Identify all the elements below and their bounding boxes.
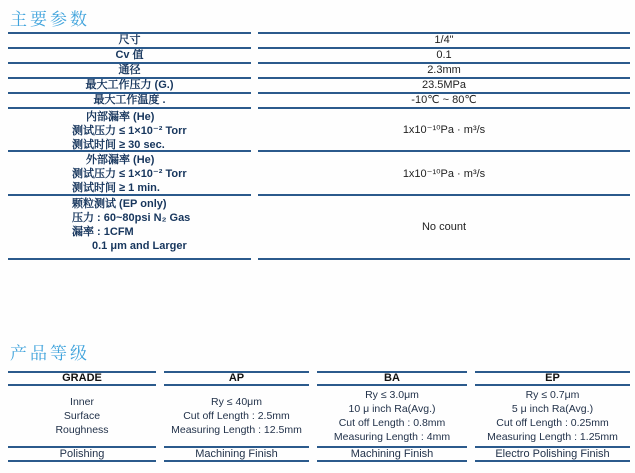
parameters-label-column — [8, 32, 251, 260]
parameters-value-column — [258, 32, 630, 260]
param-label-line: 测试时间 ≥ 1 min. — [72, 182, 160, 194]
param-label-max-pressure: 最大工作压力 (G.) — [8, 79, 251, 94]
param-value-size: 1/4" — [258, 34, 630, 49]
grade-column-ap — [164, 371, 309, 462]
param-label-line: 内部漏率 (He) — [86, 111, 155, 123]
param-label-max-temperature: 最大工作温度 . — [8, 94, 251, 109]
grade-line: Ry ≤ 40μm — [211, 396, 262, 408]
grade-line: 5 μ inch Ra(Avg.) — [511, 403, 594, 415]
ap-polishing-value: Machining Finish — [164, 448, 309, 462]
product-grade-title: 产品等级 — [10, 344, 90, 363]
param-label-particle-test — [8, 196, 251, 260]
ba-polishing-value: Machining Finish — [317, 448, 467, 462]
param-label-internal-leak — [8, 109, 251, 152]
grade-line: Cut off Length : 0.8mm — [338, 417, 446, 429]
grade-column-labels — [8, 371, 156, 462]
param-label-line: 漏率 : 1CFM — [72, 226, 134, 238]
param-value-internal-leak: 1x10⁻¹⁰Pa · m³/s — [258, 109, 630, 152]
param-value-cv: 0.1 — [258, 49, 630, 64]
ba-header: BA — [317, 373, 467, 386]
grade-column-ba — [317, 371, 467, 462]
grade-polishing-label: Polishing — [8, 448, 156, 462]
grade-header: GRADE — [8, 373, 156, 386]
grade-roughness-label — [8, 386, 156, 448]
main-parameters-table — [8, 32, 630, 260]
ep-header: EP — [475, 373, 630, 386]
grade-line: Surface — [63, 410, 101, 422]
grade-line: Measuring Length : 4mm — [333, 431, 451, 443]
grade-line: Measuring Length : 12.5mm — [171, 424, 302, 436]
ap-roughness-spec — [164, 386, 309, 448]
param-label-line: 颗粒测试 (EP only) — [72, 198, 167, 210]
param-value-external-leak: 1x10⁻¹⁰Pa · m³/s — [258, 152, 630, 196]
param-label-size: 尺寸 — [8, 34, 251, 49]
grade-column-ep — [475, 371, 630, 462]
param-value-max-pressure: 23.5MPa — [258, 79, 630, 94]
grade-line: Inner — [70, 396, 94, 408]
param-label-bore: 通径 — [8, 64, 251, 79]
ep-roughness-spec — [475, 386, 630, 448]
grade-line: Ry ≤ 3.0μm — [365, 389, 419, 401]
param-label-line: 压力 : 60~80psi N₂ Gas — [72, 212, 191, 224]
product-grade-table — [8, 371, 630, 462]
grade-line: Cut off Length : 2.5mm — [183, 410, 290, 422]
grade-line: Ry ≤ 0.7μm — [525, 389, 580, 401]
param-label-line: 测试时间 ≥ 30 sec. — [72, 139, 165, 151]
param-value-max-temperature: -10℃ ~ 80℃ — [258, 94, 630, 109]
param-label-external-leak — [8, 152, 251, 196]
param-label-line: 测试压力 ≤ 1×10⁻² Torr — [72, 168, 187, 180]
ba-roughness-spec — [317, 386, 467, 448]
param-value-bore: 2.3mm — [258, 64, 630, 79]
grade-line: Cut off Length : 0.25mm — [496, 417, 609, 429]
param-value-particle-test: No count — [258, 196, 630, 260]
param-label-line: 测试压力 ≤ 1×10⁻² Torr — [72, 125, 187, 137]
main-parameters-title: 主要参数 — [10, 10, 90, 29]
param-label-line: 0.1 μm and Larger — [92, 240, 187, 252]
grade-line: 10 μ inch Ra(Avg.) — [348, 403, 436, 415]
grade-line: Roughness — [55, 424, 109, 436]
param-label-cv: Cv 值 — [8, 49, 251, 64]
ap-header: AP — [164, 373, 309, 386]
param-label-line: 外部漏率 (He) — [86, 154, 155, 166]
grade-line: Measuring Length : 1.25mm — [487, 431, 618, 443]
ep-polishing-value: Electro Polishing Finish — [475, 448, 630, 462]
